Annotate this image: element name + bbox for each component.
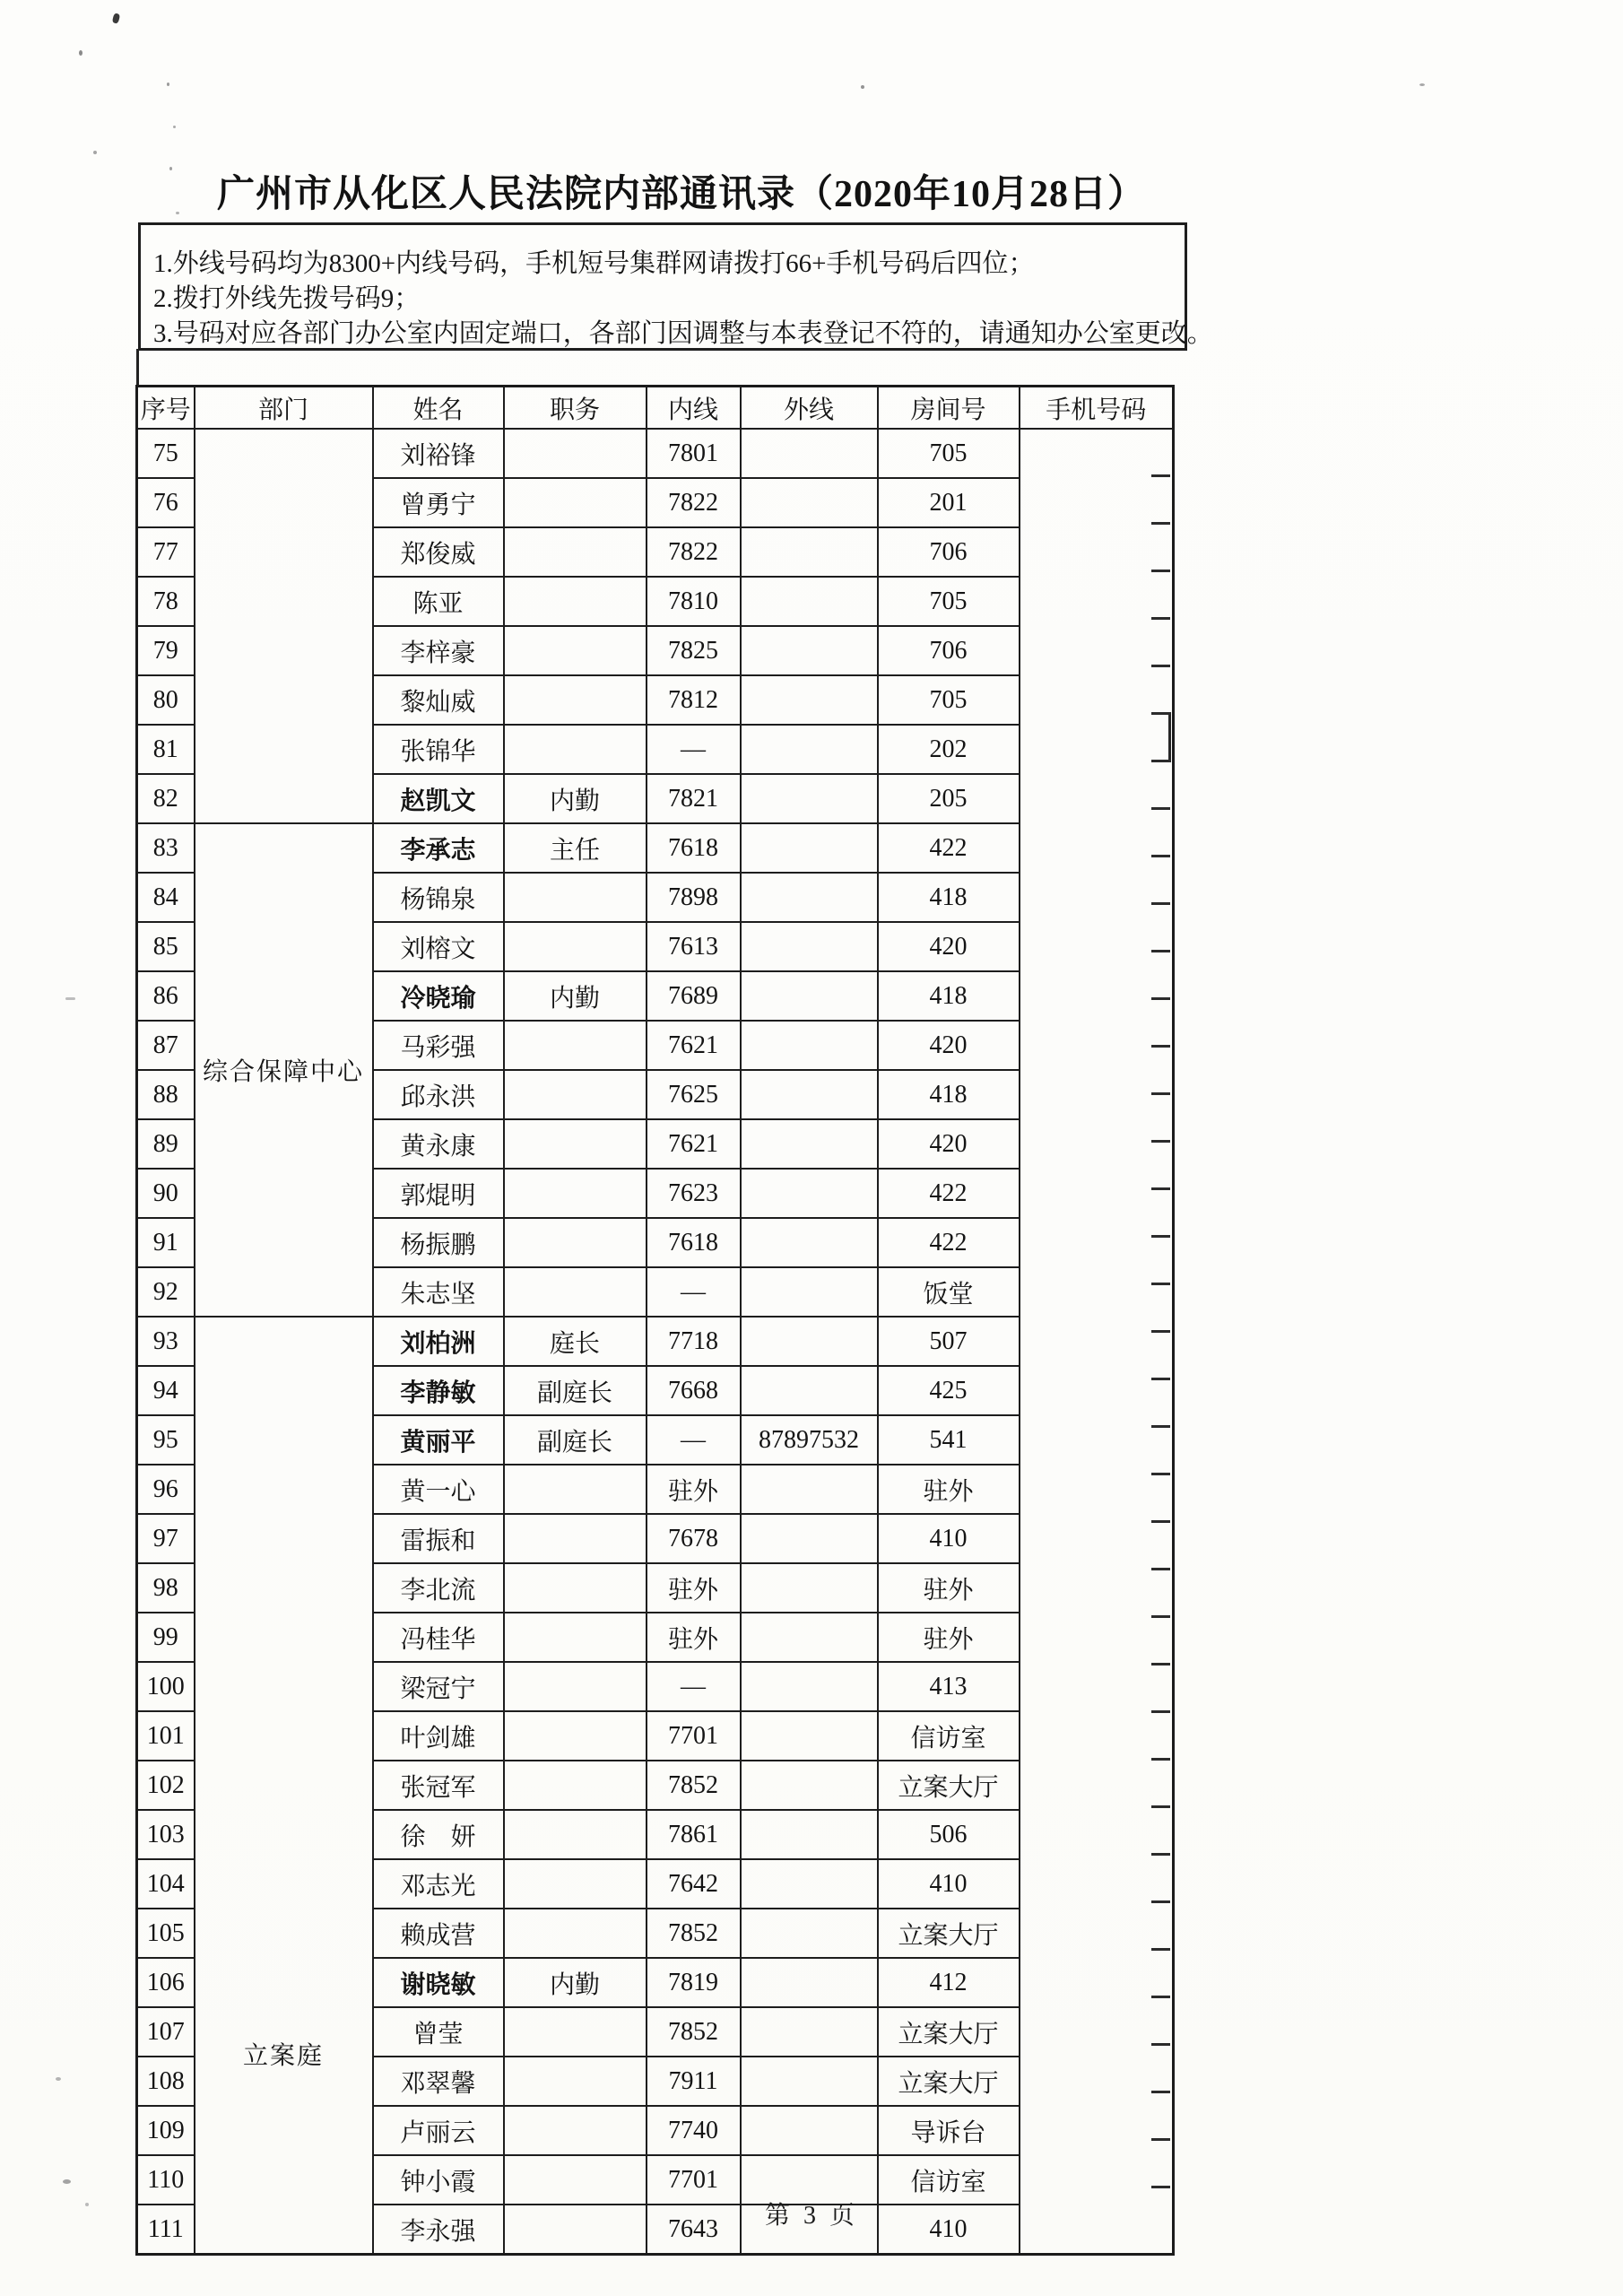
cell-mobile: [1020, 2057, 1174, 2106]
cell-mobile: [1020, 823, 1174, 873]
cell-internal-line: 7852: [647, 2007, 741, 2057]
cell-name: 黄丽平: [373, 1415, 504, 1465]
cell-title: [504, 922, 647, 971]
cell-name: 叶剑雄: [373, 1711, 504, 1761]
cell-no: 104: [137, 1859, 195, 1909]
cell-name: 郭焜明: [373, 1169, 504, 1218]
cell-external-line: [741, 1613, 878, 1662]
cell-title: 副庭长: [504, 1415, 647, 1465]
cell-room: 202: [878, 725, 1020, 774]
cell-mobile: [1020, 1958, 1174, 2007]
col-header-external-line: 外线: [741, 387, 878, 430]
cell-room: 422: [878, 1169, 1020, 1218]
cell-internal-line: 7812: [647, 675, 741, 725]
cell-no: 111: [137, 2205, 195, 2255]
scan-artifact-row-dashes: [1151, 430, 1170, 2188]
cell-name: 邱永洪: [373, 1070, 504, 1119]
cell-external-line: [741, 2007, 878, 2057]
cell-name: 冯桂华: [373, 1613, 504, 1662]
cell-title: [504, 1021, 647, 1070]
cell-no: 78: [137, 577, 195, 626]
table-row: [137, 429, 1174, 478]
col-header-name: 姓名: [373, 387, 504, 430]
cell-title: [504, 725, 647, 774]
cell-mobile: [1020, 577, 1174, 626]
cell-name: 刘柏洲: [373, 1317, 504, 1366]
cell-room: 驻外: [878, 1465, 1020, 1514]
note-line-2: 2.拨打外线先拨号码9；: [153, 284, 421, 313]
cell-mobile: [1020, 1317, 1174, 1366]
directory-table-wrap: [135, 385, 1175, 2256]
cell-internal-line: 7822: [647, 527, 741, 577]
cell-mobile: [1020, 1070, 1174, 1119]
cell-internal-line: 7625: [647, 1070, 741, 1119]
cell-name: 曾莹: [373, 2007, 504, 2057]
cell-mobile: [1020, 1119, 1174, 1169]
cell-title: 内勤: [504, 774, 647, 823]
cell-room: 706: [878, 527, 1020, 577]
cell-title: [504, 1514, 647, 1563]
cell-name: 黄永康: [373, 1119, 504, 1169]
cell-no: 83: [137, 823, 195, 873]
cell-external-line: [741, 823, 878, 873]
cell-no: 75: [137, 429, 195, 478]
cell-no: 79: [137, 626, 195, 675]
cell-no: 108: [137, 2057, 195, 2106]
cell-external-line: 87897532: [741, 1415, 878, 1465]
cell-room: 导诉台: [878, 2106, 1020, 2155]
cell-no: 98: [137, 1563, 195, 1613]
cell-name: 李静敏: [373, 1366, 504, 1415]
cell-mobile: [1020, 478, 1174, 527]
cell-internal-line: 7613: [647, 922, 741, 971]
cell-no: 99: [137, 1613, 195, 1662]
cell-name: 邓志光: [373, 1859, 504, 1909]
cell-internal-line: —: [647, 725, 741, 774]
directory-table: [135, 385, 1175, 2256]
cell-mobile: [1020, 1761, 1174, 1810]
col-header-no: 序号: [137, 387, 195, 430]
cell-room: 705: [878, 577, 1020, 626]
cell-title: [504, 1859, 647, 1909]
cell-external-line: [741, 1810, 878, 1859]
cell-internal-line: 7821: [647, 774, 741, 823]
cell-mobile: [1020, 1366, 1174, 1415]
cell-room: 705: [878, 675, 1020, 725]
cell-external-line: [741, 2057, 878, 2106]
cell-internal-line: 7689: [647, 971, 741, 1021]
cell-no: 85: [137, 922, 195, 971]
cell-internal-line: 7718: [647, 1317, 741, 1366]
cell-no: 82: [137, 774, 195, 823]
cell-title: [504, 873, 647, 922]
cell-internal-line: —: [647, 1415, 741, 1465]
cell-mobile: [1020, 774, 1174, 823]
cell-mobile: [1020, 1465, 1174, 1514]
cell-room: 205: [878, 774, 1020, 823]
cell-name: 杨振鹏: [373, 1218, 504, 1267]
page-number: 第 3 页: [764, 2202, 858, 2230]
cell-room: 506: [878, 1810, 1020, 1859]
cell-name: 赖成营: [373, 1909, 504, 1958]
cell-internal-line: 7825: [647, 626, 741, 675]
cell-room: 422: [878, 1218, 1020, 1267]
cell-mobile: [1020, 1514, 1174, 1563]
cell-internal-line: 7618: [647, 823, 741, 873]
scan-artifact: [93, 151, 97, 154]
cell-mobile: [1020, 1810, 1174, 1859]
cell-room: 425: [878, 1366, 1020, 1415]
cell-name: 黄一心: [373, 1465, 504, 1514]
cell-room: 201: [878, 478, 1020, 527]
cell-room: 418: [878, 971, 1020, 1021]
cell-internal-line: 7852: [647, 1761, 741, 1810]
cell-name: 张锦华: [373, 725, 504, 774]
cell-no: 101: [137, 1711, 195, 1761]
cell-mobile: [1020, 1711, 1174, 1761]
cell-external-line: [741, 1021, 878, 1070]
cell-internal-line: 7642: [647, 1859, 741, 1909]
cell-no: 87: [137, 1021, 195, 1070]
cell-title: [504, 1465, 647, 1514]
cell-name: 徐 妍: [373, 1810, 504, 1859]
cell-mobile: [1020, 2007, 1174, 2057]
cell-room: 706: [878, 626, 1020, 675]
cell-external-line: [741, 1317, 878, 1366]
cell-name: 曾勇宁: [373, 478, 504, 527]
cell-title: [504, 429, 647, 478]
cell-internal-line: 驻外: [647, 1465, 741, 1514]
table-row: [137, 1317, 1174, 1366]
cell-no: 106: [137, 1958, 195, 2007]
cell-internal-line: 7618: [647, 1218, 741, 1267]
cell-mobile: [1020, 873, 1174, 922]
note-line-3: 3.号码对应各部门办公室内固定端口，各部门因调整与本表登记不符的，请通知办公室更改。: [153, 319, 1213, 348]
cell-title: [504, 1563, 647, 1613]
cell-name: 刘裕锋: [373, 429, 504, 478]
cell-name: 李北流: [373, 1563, 504, 1613]
cell-external-line: [741, 1514, 878, 1563]
cell-no: 100: [137, 1662, 195, 1711]
cell-title: [504, 2106, 647, 2155]
cell-room: 信访室: [878, 2155, 1020, 2205]
cell-title: 主任: [504, 823, 647, 873]
cell-name: 雷振和: [373, 1514, 504, 1563]
cell-internal-line: 7852: [647, 1909, 741, 1958]
cell-name: 钟小霞: [373, 2155, 504, 2205]
col-header-department: 部门: [195, 387, 373, 430]
cell-room: 418: [878, 873, 1020, 922]
cell-no: 102: [137, 1761, 195, 1810]
cell-title: [504, 2007, 647, 2057]
cell-external-line: [741, 1909, 878, 1958]
cell-no: 94: [137, 1366, 195, 1415]
cell-room: 413: [878, 1662, 1020, 1711]
cell-title: [504, 478, 647, 527]
cell-internal-line: 7643: [647, 2205, 741, 2255]
cell-external-line: [741, 774, 878, 823]
cell-room: 驻外: [878, 1563, 1020, 1613]
cell-room: 立案大厅: [878, 2057, 1020, 2106]
cell-no: 77: [137, 527, 195, 577]
table-row: [137, 823, 1174, 873]
scan-artifact: [63, 2179, 71, 2184]
cell-internal-line: 7701: [647, 1711, 741, 1761]
department-label: 综合保障中心: [202, 1058, 364, 1086]
scan-artifact: [1419, 83, 1425, 86]
cell-mobile: [1020, 1563, 1174, 1613]
col-header-title: 职务: [504, 387, 647, 430]
cell-no: 107: [137, 2007, 195, 2057]
scan-artifact: [176, 212, 179, 214]
cell-mobile: [1020, 1909, 1174, 1958]
cell-room: 驻外: [878, 1613, 1020, 1662]
cell-mobile: [1020, 2106, 1174, 2155]
cell-mobile: [1020, 626, 1174, 675]
cell-title: 内勤: [504, 971, 647, 1021]
cell-title: [504, 1810, 647, 1859]
department-cell: [195, 1317, 373, 2255]
cell-internal-line: 7621: [647, 1119, 741, 1169]
cell-mobile: [1020, 1169, 1174, 1218]
col-header-internal-line: 内线: [647, 387, 741, 430]
cell-no: 80: [137, 675, 195, 725]
cell-title: [504, 1613, 647, 1662]
cell-name: 李永强: [373, 2205, 504, 2255]
cell-external-line: [741, 429, 878, 478]
cell-name: 马彩强: [373, 1021, 504, 1070]
cell-no: 81: [137, 725, 195, 774]
cell-name: 黎灿威: [373, 675, 504, 725]
cell-name: 邓翠馨: [373, 2057, 504, 2106]
cell-mobile: [1020, 971, 1174, 1021]
cell-name: 刘榕文: [373, 922, 504, 971]
cell-external-line: [741, 1169, 878, 1218]
cell-title: 庭长: [504, 1317, 647, 1366]
cell-no: 109: [137, 2106, 195, 2155]
cell-external-line: [741, 1070, 878, 1119]
cell-name: 张冠军: [373, 1761, 504, 1810]
cell-name: 朱志坚: [373, 1267, 504, 1317]
cell-title: [504, 1711, 647, 1761]
col-header-mobile: 手机号码: [1020, 387, 1174, 430]
cell-no: 86: [137, 971, 195, 1021]
cell-mobile: [1020, 1859, 1174, 1909]
department-cell: [195, 429, 373, 823]
cell-room: 412: [878, 1958, 1020, 2007]
cell-title: [504, 527, 647, 577]
scan-artifact-line: [136, 349, 139, 387]
cell-room: 410: [878, 1859, 1020, 1909]
cell-internal-line: 驻外: [647, 1613, 741, 1662]
cell-title: [504, 1119, 647, 1169]
cell-internal-line: 7621: [647, 1021, 741, 1070]
cell-internal-line: 7810: [647, 577, 741, 626]
cell-name: 卢丽云: [373, 2106, 504, 2155]
cell-mobile: [1020, 725, 1174, 774]
scan-artifact: [173, 126, 176, 128]
cell-internal-line: —: [647, 1267, 741, 1317]
cell-title: [504, 1662, 647, 1711]
cell-internal-line: 7678: [647, 1514, 741, 1563]
cell-room: 饭堂: [878, 1267, 1020, 1317]
cell-room: 立案大厅: [878, 1761, 1020, 1810]
cell-name: 陈亚: [373, 577, 504, 626]
cell-mobile: [1020, 1613, 1174, 1662]
cell-name: 冷晓瑜: [373, 971, 504, 1021]
note-line-1: 1.外线号码均为8300+内线号码，手机短号集群网请拨打66+手机号码后四位；: [153, 249, 1035, 278]
cell-external-line: [741, 1761, 878, 1810]
cell-external-line: [741, 577, 878, 626]
cell-room: 418: [878, 1070, 1020, 1119]
cell-internal-line: 驻外: [647, 1563, 741, 1613]
cell-no: 92: [137, 1267, 195, 1317]
cell-room: 541: [878, 1415, 1020, 1465]
cell-room: 立案大厅: [878, 1909, 1020, 1958]
cell-room: 410: [878, 2205, 1020, 2255]
cell-external-line: [741, 1859, 878, 1909]
cell-title: [504, 1169, 647, 1218]
cell-internal-line: —: [647, 1662, 741, 1711]
cell-name: 李梓豪: [373, 626, 504, 675]
cell-no: 105: [137, 1909, 195, 1958]
cell-mobile: [1020, 429, 1174, 478]
cell-title: 内勤: [504, 1958, 647, 2007]
cell-name: 郑俊威: [373, 527, 504, 577]
cell-title: [504, 1218, 647, 1267]
cell-name: 梁冠宁: [373, 1662, 504, 1711]
cell-title: [504, 675, 647, 725]
cell-no: 91: [137, 1218, 195, 1267]
cell-external-line: [741, 626, 878, 675]
department-cell: [195, 823, 373, 1317]
cell-room: 420: [878, 922, 1020, 971]
cell-external-line: [741, 675, 878, 725]
cell-internal-line: 7668: [647, 1366, 741, 1415]
cell-internal-line: 7861: [647, 1810, 741, 1859]
cell-external-line: [741, 1366, 878, 1415]
scan-artifact: [112, 13, 120, 23]
cell-title: [504, 2057, 647, 2106]
cell-no: 95: [137, 1415, 195, 1465]
cell-no: 110: [137, 2155, 195, 2205]
cell-external-line: [741, 725, 878, 774]
cell-room: 410: [878, 1514, 1020, 1563]
cell-title: [504, 1761, 647, 1810]
cell-no: 97: [137, 1514, 195, 1563]
department-label: 立案庭: [242, 2042, 324, 2070]
cell-internal-line: 7822: [647, 478, 741, 527]
cell-mobile: [1020, 675, 1174, 725]
cell-internal-line: 7898: [647, 873, 741, 922]
cell-external-line: [741, 527, 878, 577]
cell-name: 杨锦泉: [373, 873, 504, 922]
cell-title: [504, 577, 647, 626]
cell-room: 705: [878, 429, 1020, 478]
cell-no: 103: [137, 1810, 195, 1859]
cell-no: 88: [137, 1070, 195, 1119]
cell-no: 84: [137, 873, 195, 922]
cell-name: 李承志: [373, 823, 504, 873]
cell-internal-line: 7911: [647, 2057, 741, 2106]
cell-external-line: [741, 1662, 878, 1711]
cell-room: 507: [878, 1317, 1020, 1366]
cell-room: 422: [878, 823, 1020, 873]
cell-external-line: [741, 1218, 878, 1267]
cell-no: 76: [137, 478, 195, 527]
cell-external-line: [741, 478, 878, 527]
cell-mobile: [1020, 1415, 1174, 1465]
cell-mobile: [1020, 1218, 1174, 1267]
scan-artifact: [56, 2077, 61, 2081]
cell-mobile: [1020, 922, 1174, 971]
cell-room: 420: [878, 1119, 1020, 1169]
cell-title: 副庭长: [504, 1366, 647, 1415]
cell-external-line: [741, 1465, 878, 1514]
cell-mobile: [1020, 1662, 1174, 1711]
cell-title: [504, 1267, 647, 1317]
cell-external-line: [741, 1563, 878, 1613]
cell-name: 赵凯文: [373, 774, 504, 823]
cell-mobile: [1020, 1267, 1174, 1317]
col-header-room: 房间号: [878, 387, 1020, 430]
scan-artifact: [169, 167, 172, 170]
cell-title: [504, 626, 647, 675]
cell-room: 信访室: [878, 1711, 1020, 1761]
cell-internal-line: 7740: [647, 2106, 741, 2155]
cell-external-line: [741, 2106, 878, 2155]
cell-room: 立案大厅: [878, 2007, 1020, 2057]
cell-external-line: [741, 971, 878, 1021]
cell-mobile: [1020, 527, 1174, 577]
cell-internal-line: 7819: [647, 1958, 741, 2007]
cell-external-line: [741, 1711, 878, 1761]
table-header-row: [137, 387, 1174, 430]
cell-title: [504, 1070, 647, 1119]
cell-external-line: [741, 1958, 878, 2007]
cell-no: 90: [137, 1169, 195, 1218]
cell-external-line: [741, 922, 878, 971]
cell-title: [504, 1909, 647, 1958]
cell-internal-line: 7701: [647, 2155, 741, 2205]
page-title: 广州市从化区人民法院内部通讯录（2020年10月28日）: [217, 174, 1147, 215]
cell-external-line: [741, 873, 878, 922]
scan-artifact: [167, 83, 169, 86]
scan-artifact: [65, 997, 75, 1000]
cell-room: 420: [878, 1021, 1020, 1070]
cell-external-line: [741, 1267, 878, 1317]
cell-external-line: [741, 1119, 878, 1169]
cell-no: 89: [137, 1119, 195, 1169]
cell-name: 谢晓敏: [373, 1958, 504, 2007]
directory-tbody: [137, 429, 1174, 2255]
scan-artifact: [79, 50, 82, 56]
cell-internal-line: 7801: [647, 429, 741, 478]
cell-internal-line: 7623: [647, 1169, 741, 1218]
cell-no: 96: [137, 1465, 195, 1514]
cell-no: 93: [137, 1317, 195, 1366]
notes-box: [138, 222, 1213, 351]
cell-mobile: [1020, 1021, 1174, 1070]
scan-artifact: [861, 85, 864, 89]
